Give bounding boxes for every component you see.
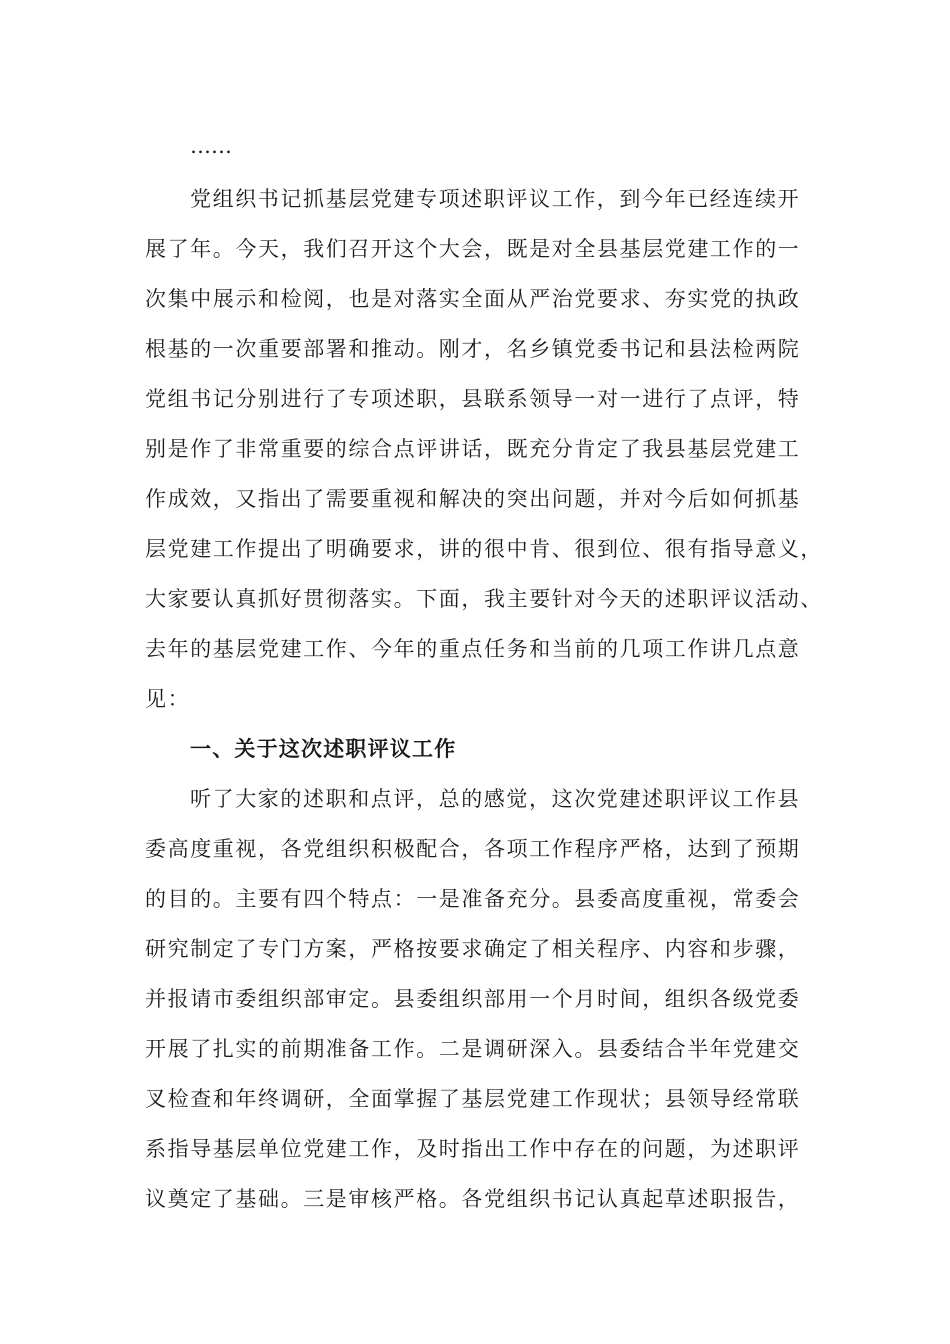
paragraph-2-line-3: 的目的。主要有四个特点：一是准备充分。县委高度重视，常委会 — [145, 887, 801, 911]
paragraph-2-line-7: 叉检查和年终调研，全面掌握了基层党建工作现状；县领导经常联 — [145, 1087, 801, 1111]
paragraph-1-line-9: 大家要认真抓好贯彻落实。下面，我主要针对今天的述职评议活动、 — [145, 587, 823, 611]
paragraph-2-line-6: 开展了扎实的前期准备工作。二是调研深入。县委结合半年党建交 — [145, 1037, 801, 1061]
paragraph-2-line-5: 并报请市委组织部审定。县委组织部用一个月时间，组织各级党委 — [145, 987, 801, 1011]
paragraph-2-line-1: 听了大家的述职和点评，总的感觉，这次党建述职评议工作县 — [190, 787, 801, 811]
paragraph-1-line-5: 党组书记分别进行了专项述职，县联系领导一对一进行了点评，特 — [145, 387, 801, 411]
section-heading: 一、关于这次述职评议工作 — [190, 737, 457, 761]
paragraph-1-line-2: 展了年。今天，我们召开这个大会，既是对全县基层党建工作的一 — [145, 237, 801, 261]
paragraph-1-line-1: 党组织书记抓基层党建专项述职评议工作，到今年已经连续开 — [190, 187, 801, 211]
paragraph-2-line-4: 研究制定了专门方案，严格按要求确定了相关程序、内容和步骤， — [145, 937, 801, 961]
paragraph-1-line-7: 作成效，又指出了需要重视和解决的突出问题，并对今后如何抓基 — [145, 487, 801, 511]
paragraph-2-line-2: 委高度重视，各党组织积极配合，各项工作程序严格，达到了预期 — [145, 837, 801, 861]
paragraph-1-line-4: 根基的一次重要部署和推动。刚才，名乡镇党委书记和县法检两院 — [145, 337, 801, 361]
paragraph-1-line-3: 次集中展示和检阅，也是对落实全面从严治党要求、夯实党的执政 — [145, 287, 801, 311]
paragraph-2-line-9: 议奠定了基础。三是审核严格。各党组织书记认真起草述职报告， — [145, 1187, 801, 1211]
paragraph-1-line-8: 层党建工作提出了明确要求，讲的很中肯、很到位、很有指导意义， — [145, 537, 823, 561]
paragraph-2-line-8: 系指导基层单位党建工作，及时指出工作中存在的问题，为述职评 — [145, 1137, 801, 1161]
paragraph-1-line-10: 去年的基层党建工作、今年的重点任务和当前的几项工作讲几点意 — [145, 637, 801, 661]
ellipsis-text: …… — [190, 134, 232, 158]
paragraph-1-line-11: 见： — [145, 687, 191, 711]
paragraph-1-line-6: 别是作了非常重要的综合点评讲话，既充分肯定了我县基层党建工 — [145, 437, 801, 461]
